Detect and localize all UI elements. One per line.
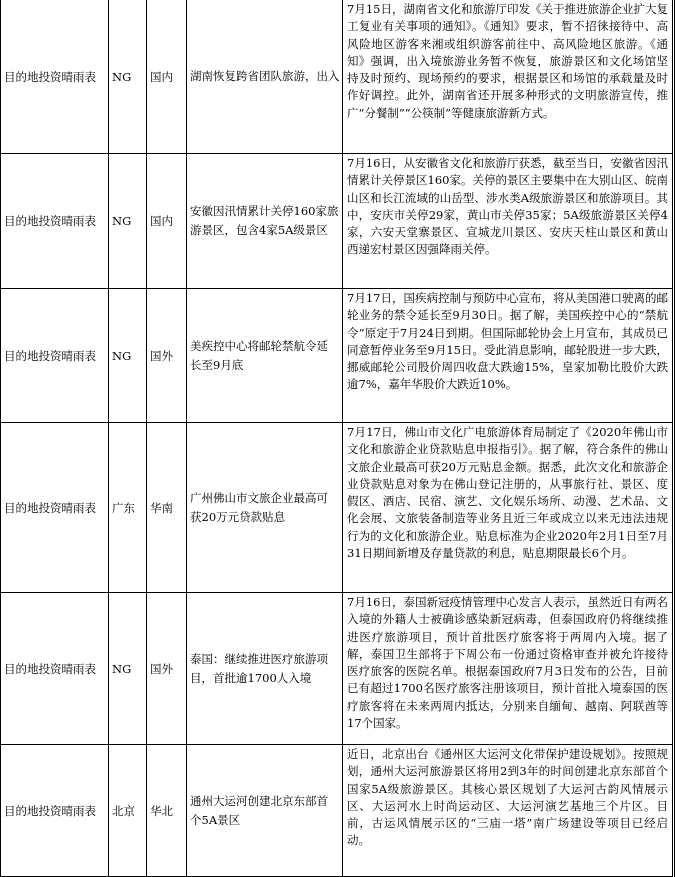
content-cell: 7月16日，从安徽省文化和旅游厅获悉，截至当日，安徽省因汛情累计关停景区160家。关停的景区主要集中在大别山区、皖南山区和长江流域的山岳型、涉水类A级旅游景区和旅游项目。其中，安庆市关停29家，黄山市关停35家；5A级旅游景区关停4家，六安天堂寨景区、宣城龙川景区、安庆天柱山景区和黄山西递宏村景区因强降雨关停。 [343, 154, 674, 289]
area-cell: 国内 [147, 154, 187, 289]
table-row [1, 154, 674, 289]
area-cell: 国外 [147, 593, 187, 745]
table-row [1, 745, 674, 877]
table-row [1, 289, 674, 423]
content-cell: 7月17日，佛山市文化广电旅游体育局制定了《2020年佛山市文化和旅游企业贷款贴息申报指引》。据了解，符合条件的佛山文旅企业最高可获20万元贴息金额。据悉，此次文化和旅游企业贷款贴息对象为在佛山登记注册的，从事旅行社、景区、度假区、酒店、民宿、演艺、文化娱乐场所、动漫、艺术品、文化会展、文旅装备制造等业务且近三年或成立以来无违法违规行为的文化和旅游企业。贴息标准为企业2020年2月1日至7月31日期间新增及存量贷款的利息，贴息期限最长6个月。 [343, 423, 674, 593]
region-cell: NG [109, 154, 147, 289]
region-cell: NG [109, 289, 147, 423]
region-cell: 北京 [109, 745, 147, 877]
title-cell: 安徽因汛情累计关停160家旅游景区，包含4家5A级景区 [187, 154, 343, 289]
source-cell: 目的地投资晴雨表 [1, 154, 109, 289]
table-row [1, 593, 674, 745]
area-cell: 华北 [147, 745, 187, 877]
source-cell: 目的地投资晴雨表 [1, 0, 109, 154]
content-cell: 近日，北京出台《通州区大运河文化带保护建设规划》。按照规划，通州大运河旅游景区将用2到3年的时间创建北京东部首个国家5A级旅游景区。其核心景区规划了大运河古韵风情展示区、大运河水上时尚运动区、大运河演艺基地三个片区。目前，古运风情展示区的“三庙一塔”南广场建设等项目已经启动。 [343, 745, 674, 877]
source-cell: 目的地投资晴雨表 [1, 289, 109, 423]
area-cell: 华南 [147, 423, 187, 593]
area-cell: 国外 [147, 289, 187, 423]
source-cell: 目的地投资晴雨表 [1, 745, 109, 877]
source-cell: 目的地投资晴雨表 [1, 593, 109, 745]
title-cell: 广州佛山市文旅企业最高可获20万元贷款贴息 [187, 423, 343, 593]
area-cell: 国内 [147, 0, 187, 154]
content-cell: 7月15日，湖南省文化和旅游厅印发《关于推进旅游企业扩大复工复业有关事项的通知》。《通知》要求，暂不招徕接待中、高风险地区游客来湘或组织游客前往中、高风险地区旅游。《通知》强调，出入境旅游业务暂不恢复，旅游景区和文化场馆坚持及时预约、现场预约的要求，根据景区和场馆的承载量及时作好调控。此外，湖南省还开展多种形式的文明旅游宣传，推广“分餐制”“公筷制”等健康旅游新方式。 [343, 0, 674, 154]
region-cell: NG [109, 593, 147, 745]
content-cell: 7月16日，泰国新冠疫情管理中心发言人表示，虽然近日有两名入境的外籍人士被确诊感染新冠病毒，但泰国政府仍将继续推进医疗旅游项目，预计首批医疗旅客将于两周内入境。据了解，泰国卫生部将于下周公布一份通过资格审查并被允许接待医疗旅客的医院名单。根据泰国政府7月3日发布的公告，目前已有超过1700名医疗旅客注册该项目，预计首批入境泰国的医疗旅客将在未来两周内抵达，分别来自缅甸、越南、阿联酋等17个国家。 [343, 593, 674, 745]
table-row [1, 423, 674, 593]
content-cell: 7月17日，国疾病控制与预防中心宣布，将从美国港口驶离的邮轮业务的禁令延长至9月30日。据了解，美国疾控中心的“禁航令”原定于7月24日到期。但国际邮轮协会上月宣布，其成员已同意暂停业务至9月15日。受此消息影响，邮轮股进一步大跌，挪威邮轮公司股价周四收盘大跌逾15%，皇家加勒比股价大跌逾7%，嘉年华股价大跌近10%。 [343, 289, 674, 423]
title-cell: 泰国：继续推进医疗旅游项目，首批逾1700人入境 [187, 593, 343, 745]
title-cell: 湖南恢复跨省团队旅游，出入 [187, 0, 343, 154]
table-row [1, 0, 674, 154]
title-cell: 美疾控中心将邮轮禁航令延长至9月底 [187, 289, 343, 423]
region-cell: NG [109, 0, 147, 154]
region-cell: 广东 [109, 423, 147, 593]
title-cell: 通州大运河创建北京东部首个5A景区 [187, 745, 343, 877]
source-cell: 目的地投资晴雨表 [1, 423, 109, 593]
